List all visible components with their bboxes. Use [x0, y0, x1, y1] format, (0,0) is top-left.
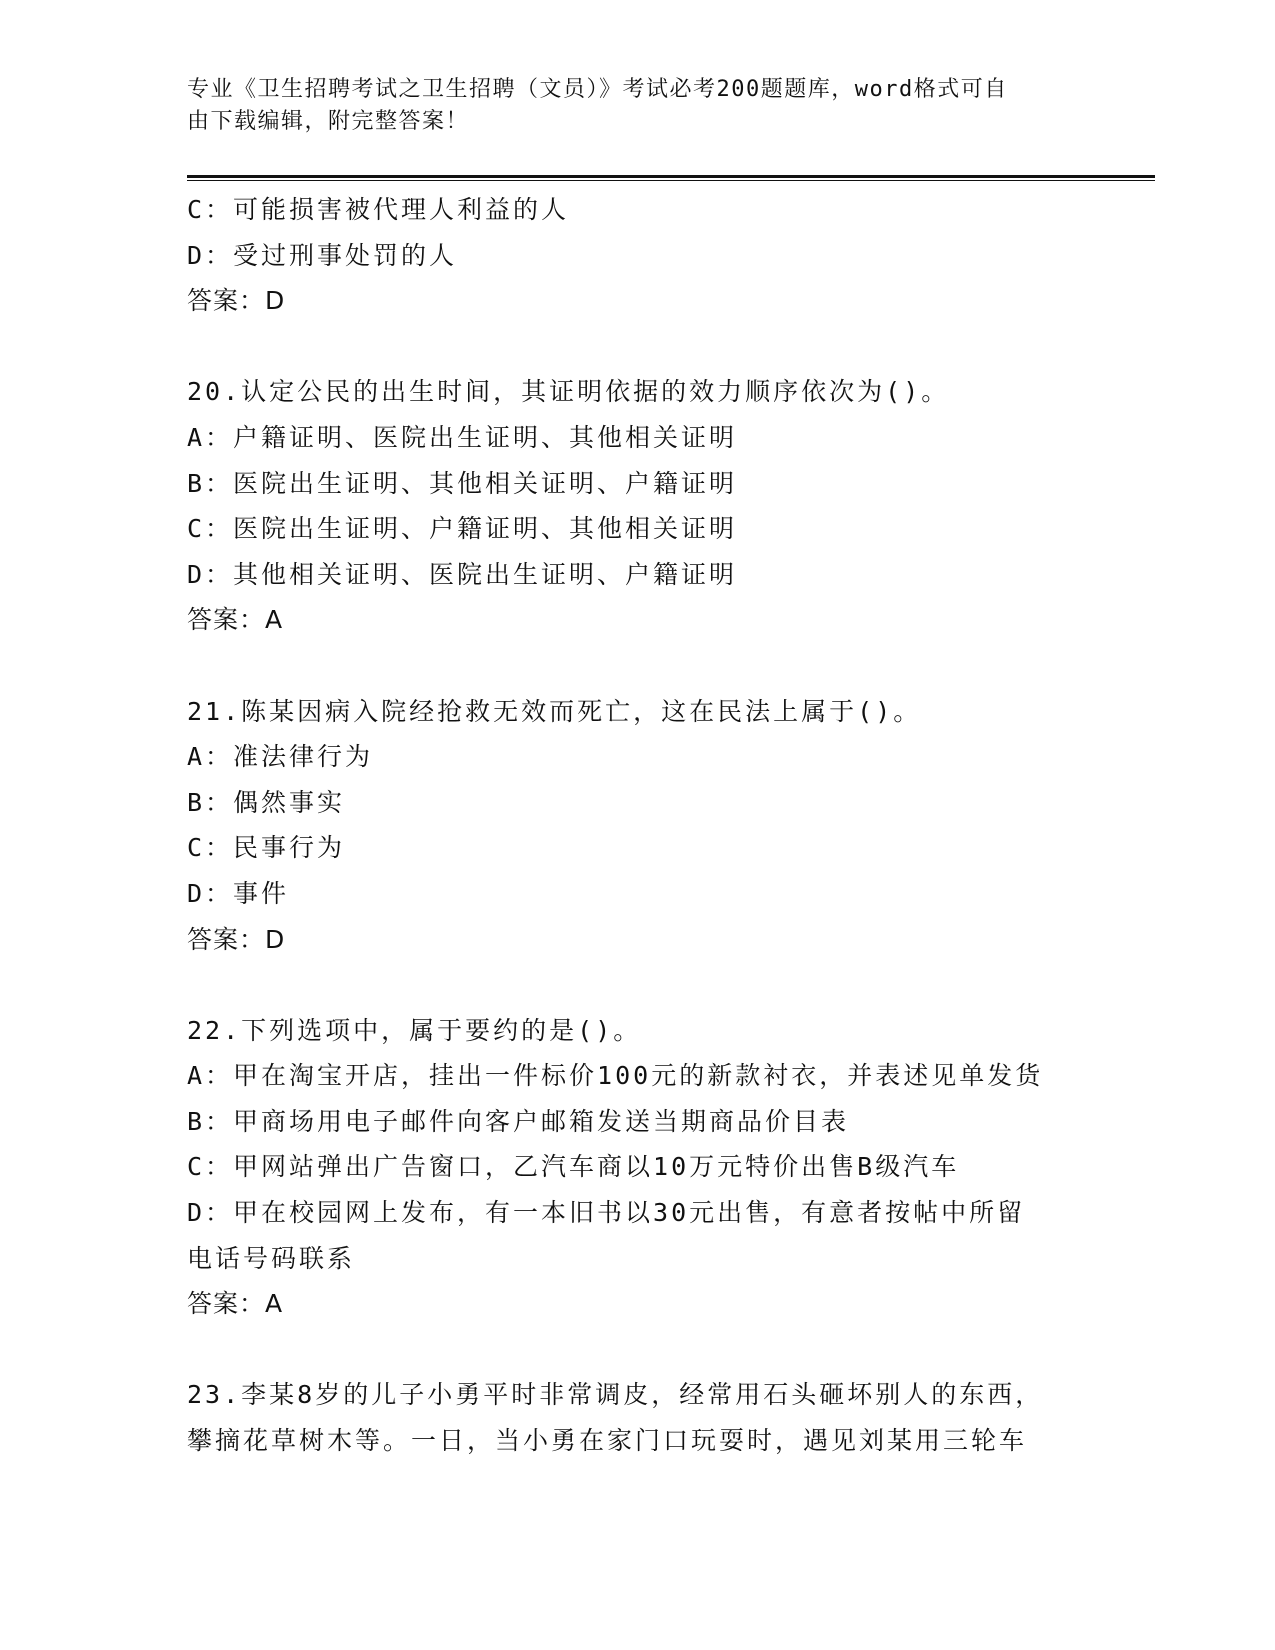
- option-d-continuation: 电话号码联系: [187, 1243, 356, 1273]
- option-d: D：甲在校园网上发布，有一本旧书以30元出售，有意者按帖中所留: [187, 1198, 1026, 1228]
- header-divider-thin: [187, 180, 1155, 181]
- question-19-continuation: [187, 187, 1087, 324]
- spacer: [187, 962, 1087, 1008]
- option-b: B：偶然事实: [187, 787, 346, 817]
- option-d: D：其他相关证明、医院出生证明、户籍证明: [187, 559, 738, 589]
- spacer: [187, 1327, 1087, 1373]
- question-21: [187, 689, 1087, 963]
- option-b: B：医院出生证明、其他相关证明、户籍证明: [187, 468, 738, 498]
- answer-line: 答案：A: [187, 1289, 284, 1319]
- question-stem-continuation: 攀摘花草树木等。一日，当小勇在家门口玩耍时，遇见刘某用三轮车: [187, 1426, 1028, 1456]
- option-c: C：医院出生证明、户籍证明、其他相关证明: [187, 514, 738, 544]
- answer-line: 答案：A: [187, 605, 284, 635]
- option-a: A：户籍证明、医院出生证明、其他相关证明: [187, 422, 738, 452]
- header-line-1: 专业《卫生招聘考试之卫生招聘（文员）》考试必考200题题库，word格式可自: [187, 77, 1008, 102]
- answer-line: 答案：D: [187, 286, 286, 316]
- question-stem: 20.认定公民的出生时间，其证明依据的效力顺序依次为()。: [187, 377, 950, 407]
- header-line-2: 由下载编辑，附完整答案！: [187, 109, 470, 134]
- question-20: [187, 369, 1087, 643]
- option-d: D：事件: [187, 878, 290, 908]
- header-divider-thick: [187, 175, 1155, 178]
- question-stem: 22.下列选项中，属于要约的是()。: [187, 1015, 642, 1045]
- option-b: B：甲商场用电子邮件向客户邮箱发送当期商品价目表: [187, 1106, 850, 1136]
- option-c: C：可能损害被代理人利益的人: [187, 195, 570, 224]
- option-d: D：受过刑事处罚的人: [187, 240, 458, 270]
- question-list: [187, 187, 1087, 1464]
- answer-line: 答案：D: [187, 924, 286, 954]
- option-c: C：民事行为: [187, 833, 346, 863]
- question-22: [187, 1008, 1087, 1327]
- option-c: C：甲网站弹出广告窗口，乙汽车商以10万元特价出售B级汽车: [187, 1152, 960, 1182]
- option-a: A：准法律行为: [187, 742, 374, 772]
- question-stem: 23.李某8岁的儿子小勇平时非常调皮，经常用石头砸坏别人的东西，: [187, 1380, 1044, 1410]
- document-header: [187, 74, 1067, 138]
- question-23: [187, 1372, 1087, 1463]
- question-stem: 21.陈某因病入院经抢救无效而死亡，这在民法上属于()。: [187, 696, 922, 726]
- spacer: [187, 324, 1087, 370]
- option-a: A：甲在淘宝开店，挂出一件标价100元的新款衬衣，并表述见单发货: [187, 1061, 1044, 1091]
- spacer: [187, 643, 1087, 689]
